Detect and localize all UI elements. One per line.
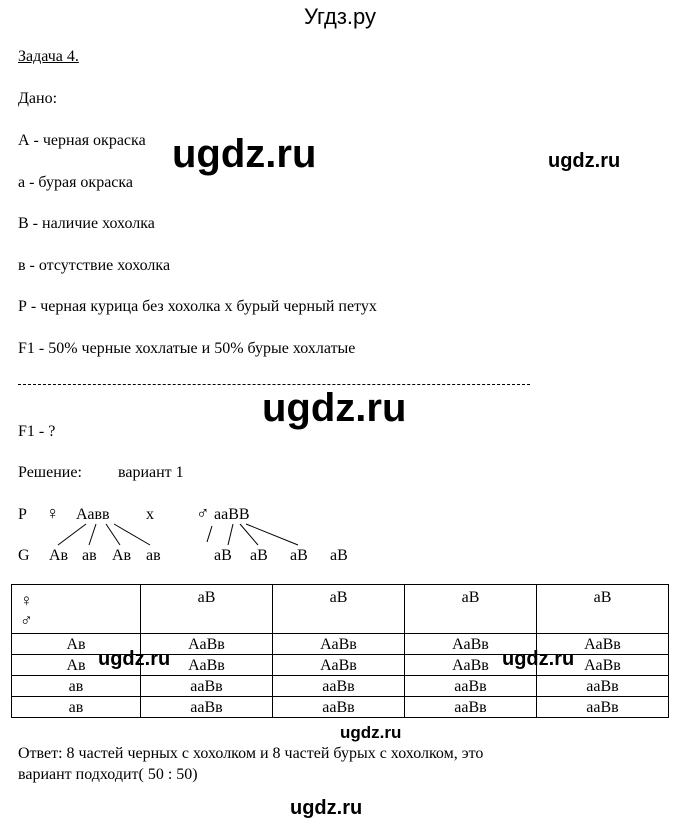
table-cell: ааВв [141, 697, 273, 718]
female-icon: ♀ [20, 591, 33, 610]
table-cell: АаВв [273, 655, 405, 676]
male-gamete: аВ [290, 547, 308, 564]
given-label: Дано: [18, 90, 58, 107]
table-row [12, 697, 669, 718]
watermark: ugdz.ru [548, 150, 621, 172]
p-label: Р [18, 506, 27, 523]
gamete-line [106, 524, 120, 545]
table-cell: ааВв [273, 697, 405, 718]
cross-sign: х [146, 506, 154, 523]
given-line: в - отсутствие хохолка [18, 257, 171, 274]
watermark: ugdz.ru [502, 648, 575, 670]
table-cell: АаВв [273, 634, 405, 655]
watermark: ugdz.ru [290, 797, 363, 819]
solution-label: Решение: [18, 464, 82, 481]
watermark: ugdz.ru [98, 648, 171, 670]
column-header: аВ [537, 585, 669, 634]
gamete-line [228, 524, 233, 545]
table-cell: ааВв [273, 676, 405, 697]
column-header: аВ [141, 585, 273, 634]
male-genotype: ааВВ [214, 506, 250, 523]
male-gamete: аВ [250, 547, 268, 564]
female-gamete: Ав [49, 547, 69, 564]
answer-line: вариант подходит( 50 : 50) [18, 766, 198, 783]
watermark: ugdz.ru [172, 132, 317, 176]
table-cell: ааВв [141, 676, 273, 697]
table-cell: ааВв [537, 697, 669, 718]
answer-line: Ответ: 8 частей черных с хохолком и 8 частей бурых с хохолком, это [18, 745, 484, 762]
table-cell: АаВв [537, 634, 669, 655]
female-gamete: Ав [112, 547, 132, 564]
site-header: Угдз.ру [303, 4, 377, 29]
table-cell: ааВв [537, 676, 669, 697]
row-header: ав [12, 676, 141, 697]
male-icon: ♂ [196, 503, 210, 523]
gamete-line [89, 524, 96, 545]
table-header-row [12, 585, 669, 634]
watermark: ugdz.ru [262, 386, 407, 430]
table-cell: АаВв [405, 634, 537, 655]
female-gamete: ав [146, 547, 161, 564]
given-line: В - наличие хохолка [18, 215, 155, 232]
male-icon: ♂ [20, 611, 33, 630]
column-header: аВ [273, 585, 405, 634]
watermark: ugdz.ru [340, 723, 402, 742]
gamete-line [246, 524, 298, 545]
row-header: Ав [12, 655, 141, 676]
row-header: Ав [12, 634, 141, 655]
table-row [12, 676, 669, 697]
g-label: G [18, 547, 30, 564]
female-genotype: Аавв [76, 506, 110, 523]
given-line: Р - черная курица без хохолка х бурый черный петух [18, 298, 377, 315]
variant-label: вариант 1 [118, 464, 184, 481]
table-cell: АаВв [405, 655, 537, 676]
find-line: F1 - ? [18, 423, 56, 440]
gamete-line [207, 526, 212, 542]
table-cell: АаВв [141, 634, 273, 655]
given-line: F1 - 50% черные хохлатые и 50% бурые хохлатые [18, 340, 356, 357]
gamete-line [240, 524, 258, 545]
table-corner-cell [12, 585, 141, 634]
female-gamete: ав [82, 547, 97, 564]
gamete-line [114, 524, 150, 545]
given-line: А - черная окраска [18, 132, 146, 149]
gamete-line [58, 524, 86, 545]
table-cell: АаВв [141, 655, 273, 676]
male-gamete: аВ [214, 547, 232, 564]
table-cell: ааВв [405, 697, 537, 718]
female-icon: ♀ [46, 503, 60, 523]
task-title: Задача 4. [18, 48, 79, 65]
column-header: аВ [405, 585, 537, 634]
table-cell: АаВв [537, 655, 669, 676]
given-line: а - бурая окраска [18, 174, 134, 191]
row-header: ав [12, 697, 141, 718]
male-gamete: аВ [330, 547, 348, 564]
table-cell: ааВв [405, 676, 537, 697]
